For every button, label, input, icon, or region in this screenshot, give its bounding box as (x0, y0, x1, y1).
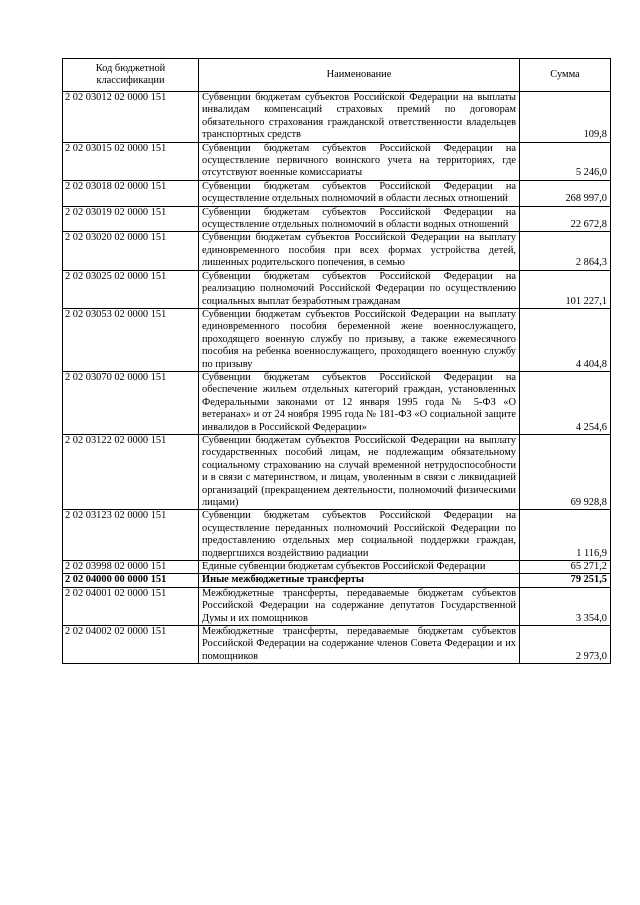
row-code: 2 02 03012 02 0000 151 (63, 92, 199, 143)
row-code: 2 02 03053 02 0000 151 (63, 308, 199, 371)
budget-table (62, 58, 611, 664)
table-body (63, 92, 611, 664)
row-code: 2 02 03123 02 0000 151 (63, 510, 199, 561)
row-sum: 109,8 (520, 92, 611, 143)
row-name: Субвенции бюджетам субъектов Российской Федерации на выплату единовременного пособия беременной жене военнослужащего, проходящего военную службу по призыву, а также ежемесячного пособия на ребенка военнослужащего, проходящего военную службу по призыву (199, 308, 520, 371)
row-code: 2 02 03018 02 0000 151 (63, 180, 199, 206)
table-row (63, 142, 611, 180)
row-sum: 5 246,0 (520, 142, 611, 180)
table-row (63, 206, 611, 232)
table-row (63, 626, 611, 664)
row-code: 2 02 03070 02 0000 151 (63, 371, 199, 434)
row-name: Субвенции бюджетам субъектов Российской Федерации на обеспечение жильем отдельных категорий граждан, установленных Федеральными законами от 12 января 1995 года № 5-ФЗ «О ветеранах» и от 24 ноября 1995 года № 181-ФЗ «О социальной защите инвалидов в Российской Федерации» (199, 371, 520, 434)
row-sum: 3 354,0 (520, 587, 611, 625)
row-sum: 2 864,3 (520, 232, 611, 270)
row-code: 2 02 03025 02 0000 151 (63, 270, 199, 308)
row-name: Субвенции бюджетам субъектов Российской Федерации на выплату государственных пособий лицам, не подлежащим обязательному социальному страхованию на случай временной нетрудоспособности и в связи с материнством, и лицам, уволенным в связи с ликвидацией организаций (прекращением деятельности, полномочий физическими лицами) (199, 434, 520, 509)
row-sum: 69 928,8 (520, 434, 611, 509)
row-code: 2 02 03998 02 0000 151 (63, 561, 199, 574)
row-code: 2 02 03019 02 0000 151 (63, 206, 199, 232)
row-name: Межбюджетные трансферты, передаваемые бюджетам субъектов Российской Федерации на содержание членов Совета Федерации и их помощников (199, 626, 520, 664)
row-name: Межбюджетные трансферты, передаваемые бюджетам субъектов Российской Федерации на содержание депутатов Государственной Думы и их помощников (199, 587, 520, 625)
row-name: Субвенции бюджетам субъектов Российской Федерации на осуществление отдельных полномочий в области лесных отношений (199, 180, 520, 206)
row-code: 2 02 04002 02 0000 151 (63, 626, 199, 664)
row-code: 2 02 04001 02 0000 151 (63, 587, 199, 625)
row-sum: 268 997,0 (520, 180, 611, 206)
row-sum: 4 404,8 (520, 308, 611, 371)
table-row (63, 371, 611, 434)
row-sum: 79 251,5 (520, 574, 611, 587)
row-sum: 22 672,8 (520, 206, 611, 232)
row-name: Субвенции бюджетам субъектов Российской Федерации на выплаты инвалидам компенсаций страховых премий по договорам обязательного страхования гражданской ответственности владельцев транспортных средств (199, 92, 520, 143)
header-code: Код бюджетной классификации (63, 59, 199, 92)
header-name: Наименование (199, 59, 520, 92)
table-row (63, 270, 611, 308)
table-row (63, 434, 611, 509)
table-row (63, 587, 611, 625)
row-sum: 1 116,9 (520, 510, 611, 561)
header-sum: Сумма (520, 59, 611, 92)
row-name: Субвенции бюджетам субъектов Российской Федерации на осуществление переданных полномочий Российской Федерации по предоставлению отдельных мер социальной поддержки граждан, подвергшихся воздействию радиации (199, 510, 520, 561)
row-sum: 101 227,1 (520, 270, 611, 308)
table-row (63, 308, 611, 371)
budget-page (62, 58, 610, 664)
row-sum: 2 973,0 (520, 626, 611, 664)
row-sum: 65 271,2 (520, 561, 611, 574)
row-sum: 4 254,6 (520, 371, 611, 434)
table-header-row (63, 59, 611, 92)
row-name: Субвенции бюджетам субъектов Российской Федерации на выплату единовременного пособия при всех формах устройства детей, лишенных родительского попечения, в семью (199, 232, 520, 270)
row-name: Субвенции бюджетам субъектов Российской Федерации на осуществление отдельных полномочий в области водных отношений (199, 206, 520, 232)
table-row (63, 561, 611, 574)
row-name: Субвенции бюджетам субъектов Российской Федерации на осуществление первичного воинского учета на территориях, где отсутствуют военные комиссариаты (199, 142, 520, 180)
table-row (63, 92, 611, 143)
row-code: 2 02 04000 00 0000 151 (63, 574, 199, 587)
row-code: 2 02 03122 02 0000 151 (63, 434, 199, 509)
table-row (63, 180, 611, 206)
table-row (63, 510, 611, 561)
row-code: 2 02 03015 02 0000 151 (63, 142, 199, 180)
table-row (63, 574, 611, 587)
row-code: 2 02 03020 02 0000 151 (63, 232, 199, 270)
row-name: Единые субвенции бюджетам субъектов Российской Федерации (199, 561, 520, 574)
row-name: Иные межбюджетные трансферты (199, 574, 520, 587)
row-name: Субвенции бюджетам субъектов Российской Федерации на реализацию полномочий Российской Федерации по осуществлению социальных выплат безработным гражданам (199, 270, 520, 308)
table-row (63, 232, 611, 270)
